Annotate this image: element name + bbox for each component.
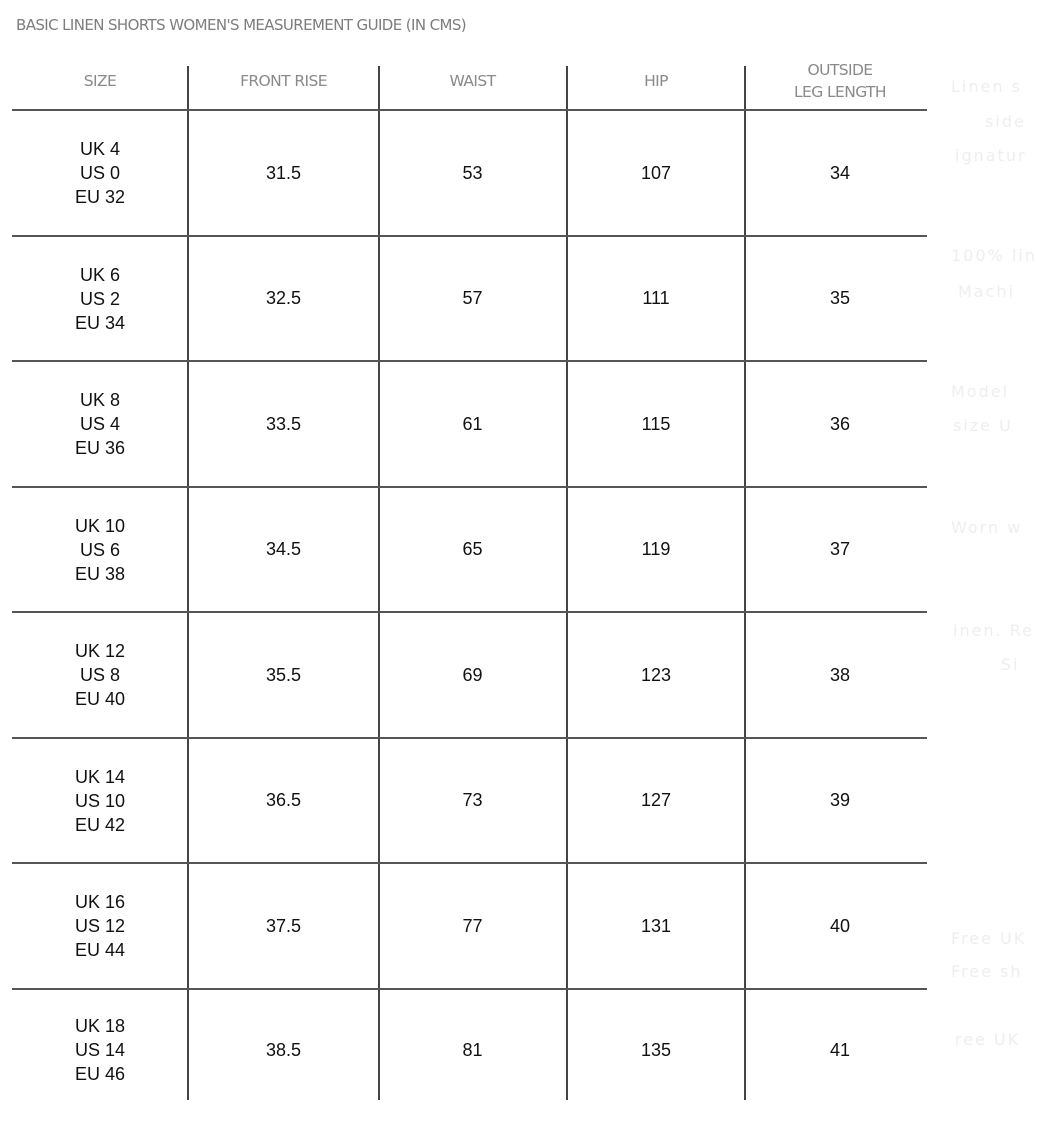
waist-value: 53: [462, 162, 483, 183]
size-cell: [12, 613, 188, 737]
hip-value: 135: [640, 1039, 672, 1060]
size-cell: [12, 362, 188, 486]
size-cell: [12, 237, 188, 360]
size-cell: [12, 990, 188, 1110]
leg-length-value: 38: [829, 664, 851, 685]
front-rise-value: 34.5: [265, 539, 302, 559]
size-cell: [12, 864, 188, 988]
side-text: ignatur: [955, 146, 1027, 165]
header-size: [12, 54, 188, 108]
header-hip-label: HIP: [644, 72, 668, 90]
size-uk: UK 12: [74, 641, 126, 661]
size-uk: UK 14: [74, 766, 126, 787]
header-hip: [567, 54, 745, 108]
hip-value: 115: [641, 413, 671, 434]
header-waist-label: WAIST: [449, 72, 496, 90]
side-text: inen. Re: [953, 621, 1034, 640]
size-eu: EU 38: [74, 563, 126, 584]
leg-length-value: 37: [829, 539, 851, 559]
size-us: US 2: [79, 288, 121, 309]
size-eu: EU 40: [74, 689, 126, 709]
waist-value: 61: [462, 413, 483, 434]
size-us: US 8: [79, 665, 121, 685]
size-eu: EU 32: [74, 187, 126, 207]
side-text: side: [985, 112, 1026, 131]
leg-length-value: 40: [829, 915, 851, 936]
hip-value: 131: [640, 915, 672, 936]
front-rise-value: 33.5: [265, 413, 302, 434]
size-eu: EU 44: [74, 940, 126, 960]
hip-value: 127: [640, 790, 672, 810]
waist-value: 65: [462, 539, 483, 559]
hip-value: 123: [640, 664, 672, 685]
side-text: Machi: [958, 282, 1015, 301]
side-text: Si: [1001, 655, 1020, 674]
header-front-rise: [189, 54, 378, 108]
size-uk: UK 6: [79, 264, 121, 285]
waist-value: 57: [462, 288, 483, 308]
front-rise-value: 31.5: [265, 162, 302, 183]
size-eu: EU 36: [74, 438, 126, 458]
size-us: US 10: [74, 790, 126, 811]
side-text: Free sh: [951, 962, 1023, 981]
hip-value: 119: [641, 539, 671, 559]
leg-length-value: 36: [829, 413, 851, 434]
size-us: US 0: [79, 163, 121, 183]
size-uk: UK 4: [79, 139, 121, 159]
size-us: US 6: [79, 539, 121, 560]
size-uk: UK 10: [74, 515, 126, 536]
waist-value: 81: [462, 1039, 483, 1060]
side-text: Free UK: [951, 929, 1027, 948]
side-text: size U: [953, 416, 1013, 435]
header-outside-leg-length: [746, 54, 934, 108]
header-front-rise-label: FRONT RISE: [240, 72, 327, 90]
hip-value: 111: [642, 288, 670, 308]
header-waist: [379, 54, 566, 108]
leg-length-value: 39: [829, 790, 851, 810]
side-text: Worn w: [951, 518, 1023, 537]
size-cell: [12, 488, 188, 611]
size-eu: EU 46: [74, 1064, 126, 1084]
size-uk: UK 18: [74, 1016, 126, 1036]
waist-value: 73: [462, 790, 483, 810]
size-eu: EU 34: [74, 312, 126, 333]
size-us: US 4: [79, 414, 121, 434]
front-rise-value: 37.5: [265, 915, 302, 936]
leg-length-value: 35: [829, 288, 851, 308]
side-text: Linen s: [951, 77, 1022, 96]
size-eu: EU 42: [74, 814, 126, 835]
size-uk: UK 16: [74, 892, 126, 912]
size-cell: [12, 739, 188, 862]
leg-length-value: 34: [829, 162, 851, 183]
side-text: ree UK: [955, 1030, 1021, 1049]
header-leg-length-line: LEG LENGTH: [794, 83, 886, 101]
hip-value: 107: [640, 162, 672, 183]
front-rise-value: 38.5: [265, 1039, 302, 1060]
size-us: US 14: [74, 1040, 126, 1060]
front-rise-value: 32.5: [265, 288, 302, 308]
front-rise-value: 35.5: [265, 664, 302, 685]
size-us: US 12: [74, 916, 126, 936]
front-rise-value: 36.5: [265, 790, 302, 810]
size-cell: [12, 111, 188, 235]
size-uk: UK 8: [79, 390, 121, 410]
side-text: 100% lin: [951, 246, 1037, 265]
side-text: Model: [951, 382, 1010, 401]
waist-value: 77: [462, 915, 483, 936]
guide-title: BASIC LINEN SHORTS WOMEN'S MEASUREMENT GUIDE (IN CMS): [16, 16, 467, 34]
leg-length-value: 41: [829, 1039, 851, 1060]
header-outside-leg-label: [794, 59, 886, 103]
header-size-label: SIZE: [83, 72, 117, 90]
waist-value: 69: [462, 664, 483, 685]
header-outside-line: OUTSIDE: [807, 61, 873, 79]
